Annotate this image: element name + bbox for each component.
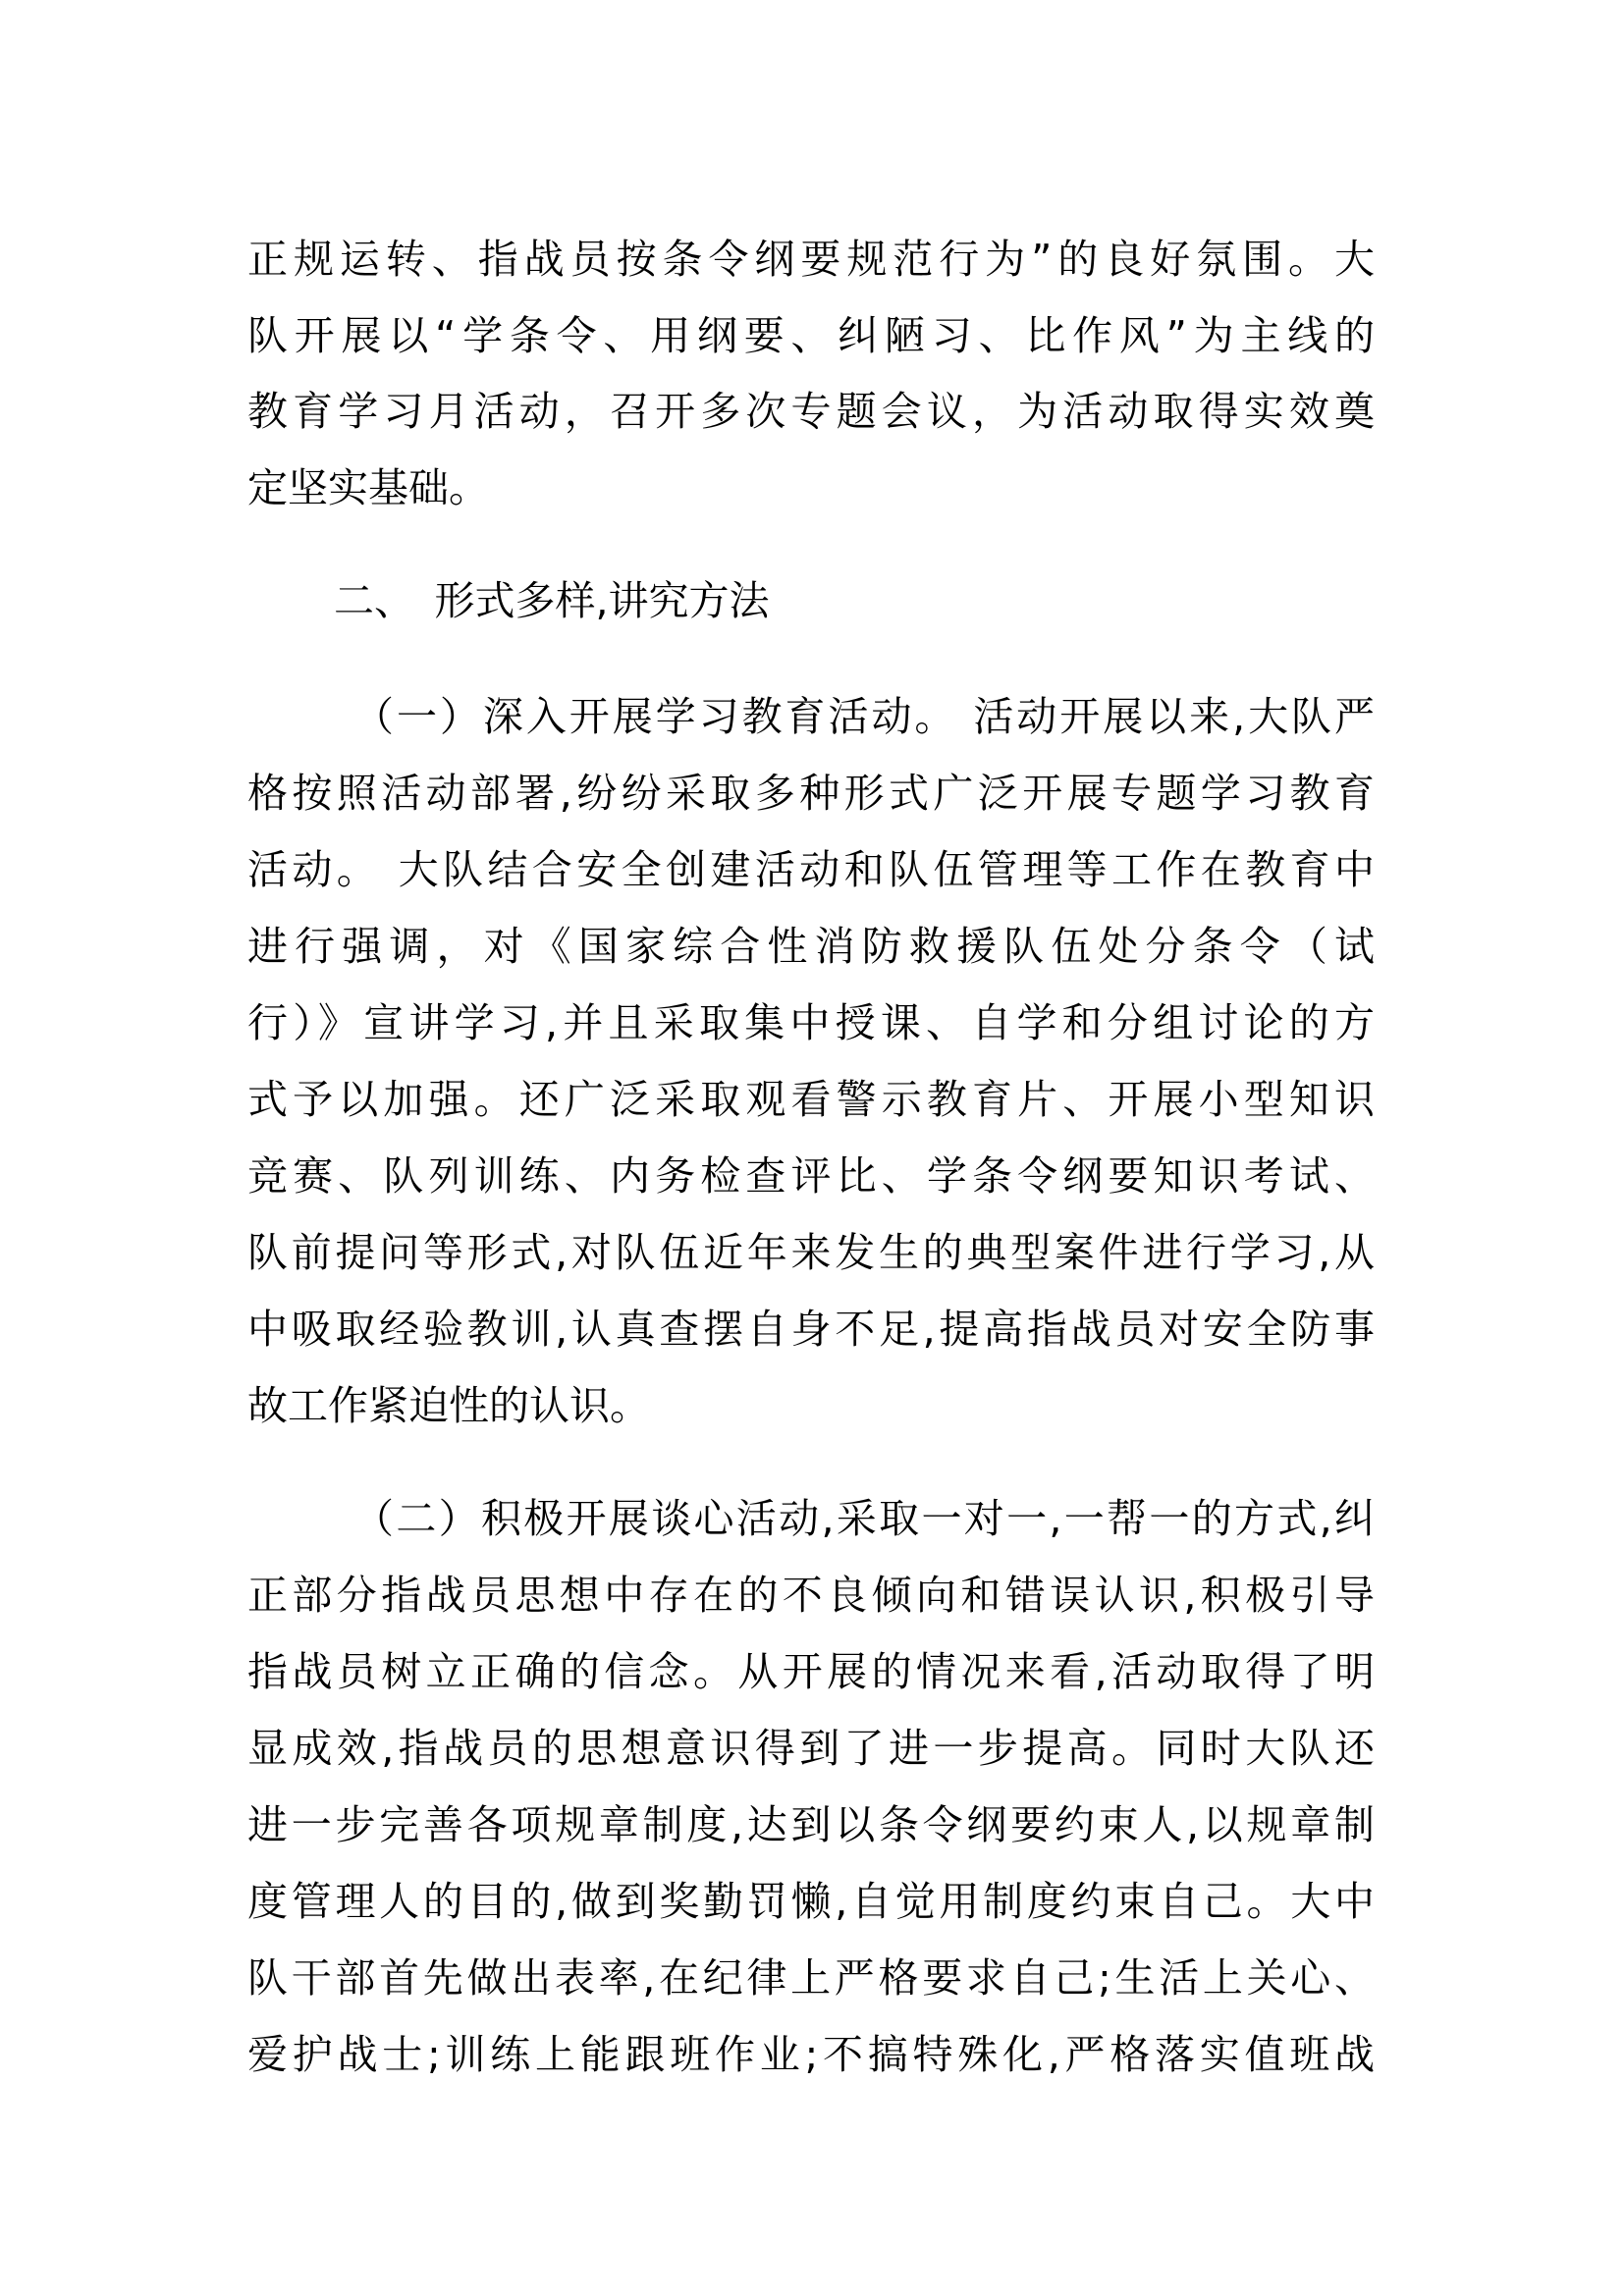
paragraph-2-line-1: （一）深入开展学习教育活动。 活动开展以来,大队严 — [353, 693, 1375, 740]
paragraph-1-line-4: 定坚实基础。 — [247, 464, 489, 511]
paragraph-1-line-1: 正规运转、指战员按条令纲要规范行为”的良好氛围。大 — [247, 236, 1375, 283]
paragraph-3-line-6: 度管理人的目的,做到奖勤罚懒,自觉用制度约束自己。大中 — [247, 1878, 1375, 1925]
paragraph-3-line-1: （二）积极开展谈心活动,采取一对一,一帮一的方式,纠 — [353, 1495, 1375, 1542]
paragraph-3-line-8: 爱护战士;训练上能跟班作业;不搞特殊化,严格落实值班战 — [247, 2031, 1375, 2078]
paragraph-3-line-2: 正部分指战员思想中存在的不良倾向和错误认识,积极引导 — [247, 1572, 1375, 1619]
paragraph-2-line-3: 活动。 大队结合安全创建活动和队伍管理等工作在教育中 — [247, 846, 1375, 893]
paragraph-2-line-4: 进行强调，对《国家综合性消防救援队伍处分条令（试 — [247, 923, 1375, 970]
paragraph-3-line-4: 显成效,指战员的思想意识得到了进一步提高。同时大队还 — [247, 1725, 1375, 1772]
paragraph-2-line-8: 队前提问等形式,对队伍近年来发生的典型案件进行学习,从 — [247, 1229, 1375, 1276]
paragraph-3-line-5: 进一步完善各项规章制度,达到以条令纲要约束人,以规章制 — [247, 1801, 1375, 1848]
section-heading: 二、 形式多样,讲究方法 — [334, 577, 770, 624]
paragraph-3-line-7: 队干部首先做出表率,在纪律上严格要求自己;生活上关心、 — [247, 1954, 1375, 2002]
paragraph-2-line-7: 竞赛、队列训练、内务检查评比、学条令纲要知识考试、 — [247, 1152, 1375, 1200]
paragraph-3-line-3: 指战员树立正确的信念。从开展的情况来看,活动取得了明 — [247, 1648, 1375, 1695]
paragraph-1-line-2: 队开展以“学条令、用纲要、纠陋习、比作风”为主线的 — [247, 312, 1375, 359]
paragraph-2-line-10: 故工作紧迫性的认识。 — [247, 1382, 650, 1429]
paragraph-2-line-2: 格按照活动部署,纷纷采取多种形式广泛开展专题学习教育 — [247, 770, 1375, 817]
paragraph-2-line-6: 式予以加强。还广泛采取观看警示教育片、开展小型知识 — [247, 1076, 1375, 1123]
paragraph-2-line-5: 行）》宣讲学习,并且采取集中授课、自学和分组讨论的方 — [247, 999, 1375, 1046]
paragraph-1-line-3: 教育学习月活动，召开多次专题会议，为活动取得实效奠 — [247, 388, 1375, 435]
paragraph-2-line-9: 中吸取经验教训,认真查摆自身不足,提高指战员对安全防事 — [247, 1306, 1375, 1353]
